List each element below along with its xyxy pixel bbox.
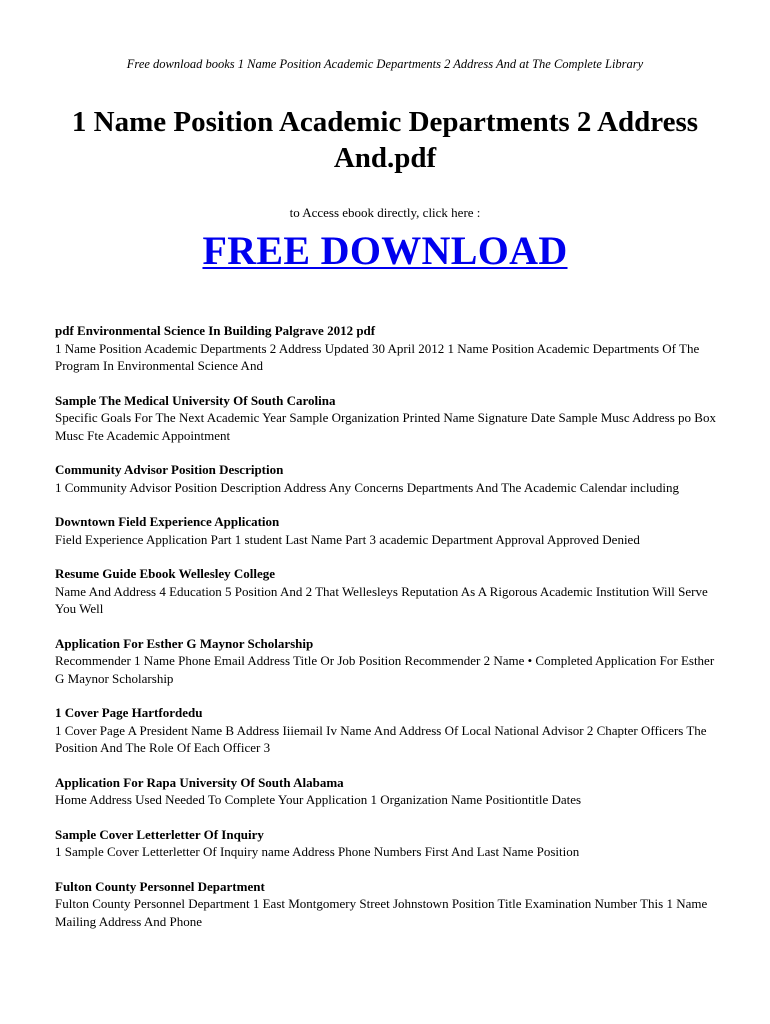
entry-text: 1 Sample Cover Letterletter Of Inquiry name Address Phone Numbers First And Last Name Position	[55, 844, 580, 859]
free-download-link[interactable]: FREE DOWNLOAD	[202, 228, 568, 273]
entry-text: Recommender 1 Name Phone Email Address Title Or Job Position Recommender 2 Name • Completed Application For Esther G Maynor Scholarship	[55, 653, 715, 686]
list-item	[55, 826, 720, 861]
entry-title: 1 Cover Page Hartfordedu	[55, 705, 203, 720]
entry-title: Sample Cover Letterletter Of Inquiry	[55, 826, 264, 842]
entry-text: Specific Goals For The Next Academic Year Sample Organization Printed Name Signature Date Sample Musc Address po Box Musc Fte Academic Appointment	[55, 410, 716, 443]
entry-title: Application For Esther G Maynor Scholarship	[55, 635, 314, 651]
entry-title: Fulton County Personnel Department	[55, 878, 265, 894]
entry-title: Community Advisor Position Description	[55, 462, 284, 477]
list-item	[55, 565, 720, 618]
list-item	[55, 878, 720, 931]
entry-text: Field Experience Application Part 1 student Last Name Part 3 academic Department Approval Approved Denied	[55, 531, 640, 547]
entry-text: 1 Name Position Academic Departments 2 Address Updated 30 April 2012 1 Name Position Academic Departments Of The Program In Environmental Science And	[55, 340, 700, 373]
list-item	[55, 392, 720, 445]
entry-title: Downtown Field Experience Application	[55, 514, 280, 529]
entry-text: 1 Cover Page A President Name B Address Iiiemail Iv Name And Address Of Local National Advisor 2 Chapter Officers The Position And The Role Of Each Officer 3	[55, 722, 707, 755]
list-item	[55, 635, 720, 688]
list-item	[55, 704, 720, 757]
list-item	[55, 322, 720, 375]
list-item	[55, 774, 720, 809]
list-item	[55, 461, 720, 496]
entry-title: Resume Guide Ebook Wellesley College	[55, 566, 276, 581]
entry-text: Home Address Used Needed To Complete Your Application 1 Organization Name Positiontitle Dates	[55, 792, 582, 807]
list-item	[55, 513, 720, 548]
related-documents-list	[55, 322, 720, 930]
page-title: 1 Name Position Academic Departments 2 Address And.pdf	[71, 106, 699, 174]
entry-title: pdf Environmental Science In Building Palgrave 2012 pdf	[55, 323, 376, 338]
header-line: Free download books 1 Name Position Academic Departments 2 Address And at The Complete Library	[126, 57, 644, 71]
entry-title: Application For Rapa University Of South Alabama	[55, 774, 344, 790]
entry-text: Name And Address 4 Education 5 Position And 2 That Wellesleys Reputation As A Rigorous Academic Institution Will Serve You Well	[55, 583, 708, 616]
access-instruction: to Access ebook directly, click here :	[289, 205, 481, 220]
entry-text: Fulton County Personnel Department 1 East Montgomery Street Johnstown Position Title Examination Number This 1 Name Mailing Address And Phone	[55, 896, 708, 929]
entry-title: Sample The Medical University Of South Carolina	[55, 392, 336, 408]
entry-text: 1 Community Advisor Position Description Address Any Concerns Departments And The Academic Calendar including	[55, 479, 680, 495]
download-link-container	[0, 227, 770, 275]
